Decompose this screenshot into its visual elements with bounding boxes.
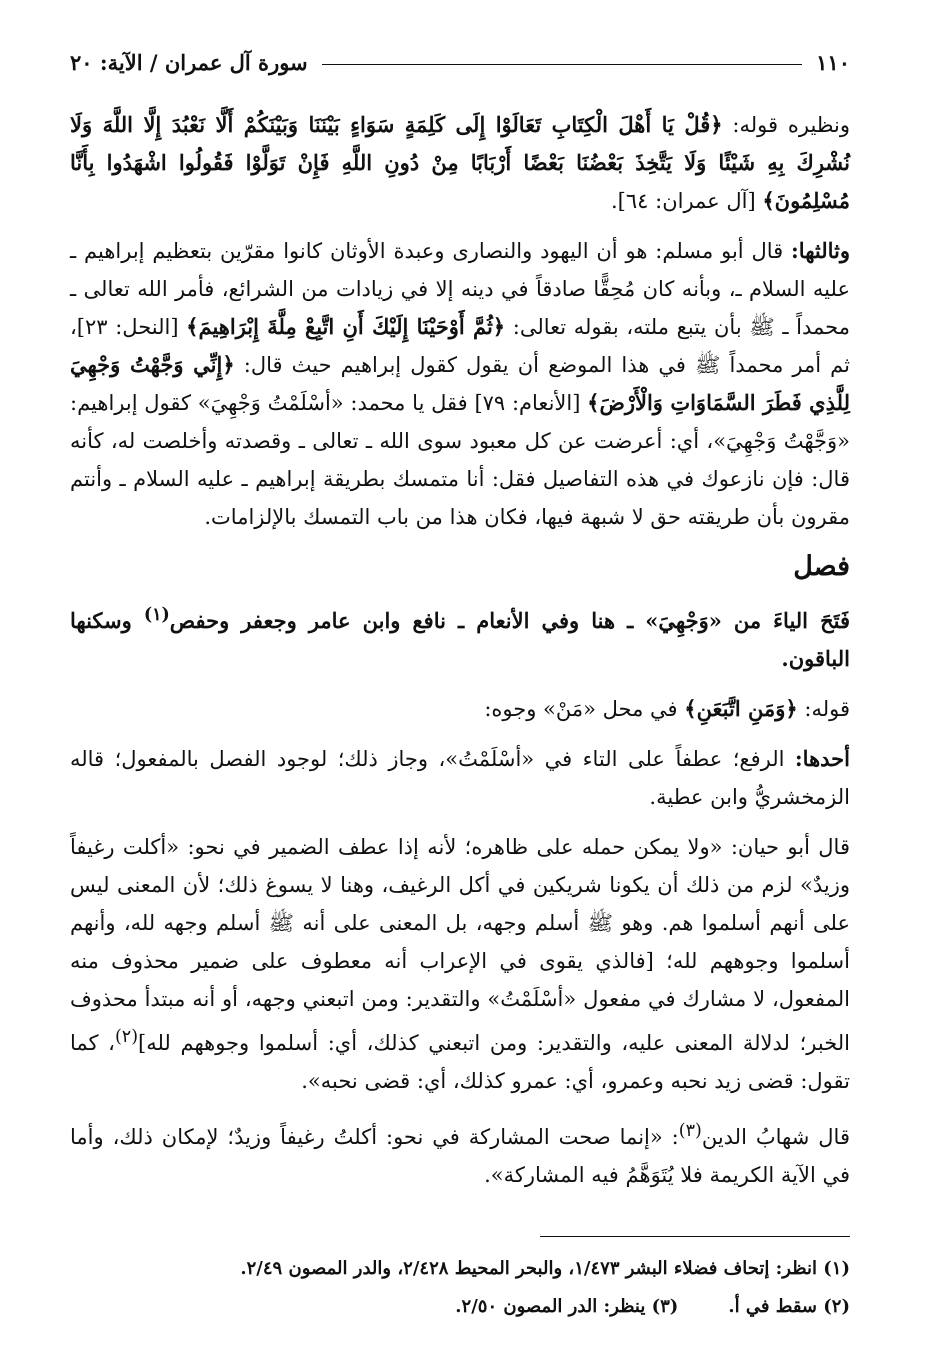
p5-text: الرفع؛ عطفاً على التاء في «أسْلَمْتُ»، وجاز ذلك؛ لوجود الفصل بالمفعول؛ قاله الزمخشريُّ وابن عطية.: [70, 747, 850, 809]
p4-text-2: في محل «مَنْ» وجوه:: [484, 697, 685, 721]
footnote-mark-1: (١): [143, 605, 170, 625]
footnotes: [70, 1250, 850, 1326]
p1-ref: [آل عمران: ٦٤].: [611, 189, 763, 213]
page-number: ١١٠: [816, 49, 850, 75]
quran-verse-imran-64: ﴿قُلْ يَا أَهْلَ الْكِتَابِ تَعَالَوْا إِلَى كَلِمَةٍ سَوَاءٍ بَيْنَنَا وَبَيْنَكُمْ أَلَّا نَعْبُدَ إِلَّا اللَّهَ وَلَا نُشْرِكَ بِهِ شَيْئًا وَلَا يَتَّخِذَ بَعْضُنَا بَعْضًا أَرْبَابًا مِنْ دُونِ اللَّهِ فَإِنْ تَوَلَّوْا فَقُولُوا اشْهَدُوا بِأَنَّا مُسْلِمُونَ﴾: [70, 112, 850, 213]
footnote-3: (٣) ينظر: الدر المصون ٢/٥٠.: [455, 1296, 679, 1317]
paragraph-5: [70, 740, 850, 816]
p7-text-1: قال شهابُ الدين: [701, 1125, 850, 1149]
footnote-row: [70, 1288, 850, 1326]
body-text: [70, 106, 850, 1194]
p7-text-2: : «إنما صحت المشاركة في نحو: أكلتُ رغيفاً وزيدٌ؛ لإمكان ذلك، وأما في الآية الكريمة فلا يُتَوَهَّمُ فيه المشاركة».: [70, 1125, 850, 1187]
quran-verse-nahl: ﴿ثُمَّ أَوْحَيْنَا إِلَيْكَ أَنِ اتَّبِعْ مِلَّةَ إِبْرَاهِيمَ﴾: [186, 314, 506, 339]
p3-end: وسكنها الباقون.: [70, 608, 850, 671]
p3-text: فَتَحَ الياءَ من «وَجْهِيَ» ـ هنا وفي الأنعام ـ نافع وابن عامر وجعفر وحفص: [169, 608, 851, 633]
quran-verse-anam: ﴿إِنِّي وَجَّهْتُ وَجْهِيَ لِلَّذِي فَطَرَ السَّمَاوَاتِ وَالْأَرْضَ﴾: [70, 352, 850, 415]
running-header: [70, 40, 850, 84]
footnote-mark-3: (٣): [678, 1121, 702, 1141]
p6-text-2: ، كما تقول: قضى زيد نحبه وعمرو، أي: عمرو كذلك، أي: قضى نحبه».: [70, 1031, 850, 1093]
footnote-2: (٢) سقط في أ.: [728, 1296, 850, 1317]
p4-text-1: قوله:: [797, 697, 850, 721]
p2-text-3: [الأنعام: ٧٩] فقل يا محمد: «أسْلَمْتُ وَجْهِيَ» كقول إبراهيم: «وَجَّهْتُ وَجْهِيَ»، أي: أعرضت عن كل معبود سوى الله ـ تعالى ـ وقصدته وأخلصت له، كأنه قال: فإن نازعوك في هذه التفاصيل فقل: أنا متمسك بطريقة إبراهيم ـ عليه السلام ـ وأنتم مقرون بأن طريقته حق لا شبهة فيها، فكان هذا من باب التمسك بالإلزامات.: [70, 391, 850, 529]
paragraph-7: [70, 1112, 850, 1194]
p2-lead: وثالثها:: [791, 238, 850, 263]
p6-text-1: قال أبو حيان: «ولا يمكن حمله على ظاهره؛ لأنه إذا عطف الضمير في نحو: «أكلت رغيفاً وزيدٌ» لزم من ذلك أن يكونا شريكين في أكل الرغيف، وهنا لا يسوغ ذلك؛ لأن المعنى ليس على أنهم أسلموا هم. وهو ﷺ أسلم وجهه، بل المعنى على أنه ﷺ أسلم وجهه لله، وأنهم أسلموا وجوههم لله؛ [فالذي يقوى في الإعراب أنه معطوف على ضمير محذوف منه المفعول، لا مشارك في مفعول «أسْلَمْتُ» والتقدير: ومن اتبعني وجهه، أو أنه مبتدأ محذوف الخبر؛ لدلالة المعنى عليه، والتقدير: ومن اتبعني كذلك، أي: أسلموا وجوههم لله]: [70, 835, 850, 1055]
paragraph-3: [70, 596, 850, 678]
p2-text-1: قال أبو مسلم: هو أن اليهود والنصارى وعبدة الأوثان كانوا مقرّين بتعظيم إبراهيم ـ عليه السلام ـ، وبأنه كان مُحِقًّا صادقاً في دينه إلا في زيادات من الشرائع، فأمر الله تعالى ـ محمداً ـ ﷺ بأن يتبع ملته، بقوله تعالى:: [70, 239, 850, 339]
paragraph-2: [70, 232, 850, 536]
paragraph-6: [70, 828, 850, 1100]
header-rule: [322, 64, 803, 65]
paragraph-4: [70, 690, 850, 728]
footnote-1: (١) انظر: إتحاف فضلاء البشر ١/٤٧٣، والبحر المحيط ٢/٤٢٨، والدر المصون ٢/٤٩.: [240, 1258, 850, 1279]
footnote-mark-2: (٢): [114, 1027, 139, 1047]
section-heading: فصل: [793, 551, 850, 582]
p2-text-2: [النحل: ٢٣]، ثم أمر محمداً ﷺ في هذا الموضع أن يقول كقول إبراهيم حيث قال:: [70, 315, 850, 377]
paragraph-1: [70, 106, 850, 220]
page: [70, 40, 850, 1340]
p5-lead: أحدها:: [794, 746, 850, 771]
surah-title: سورة آل عمران / الآية: ٢٠: [70, 49, 308, 75]
p1-intro: ونظيره قوله:: [722, 113, 850, 137]
quran-phrase: ﴿وَمَنِ اتَّبَعَنِ﴾: [684, 696, 798, 721]
footnote-separator: [540, 1236, 850, 1237]
